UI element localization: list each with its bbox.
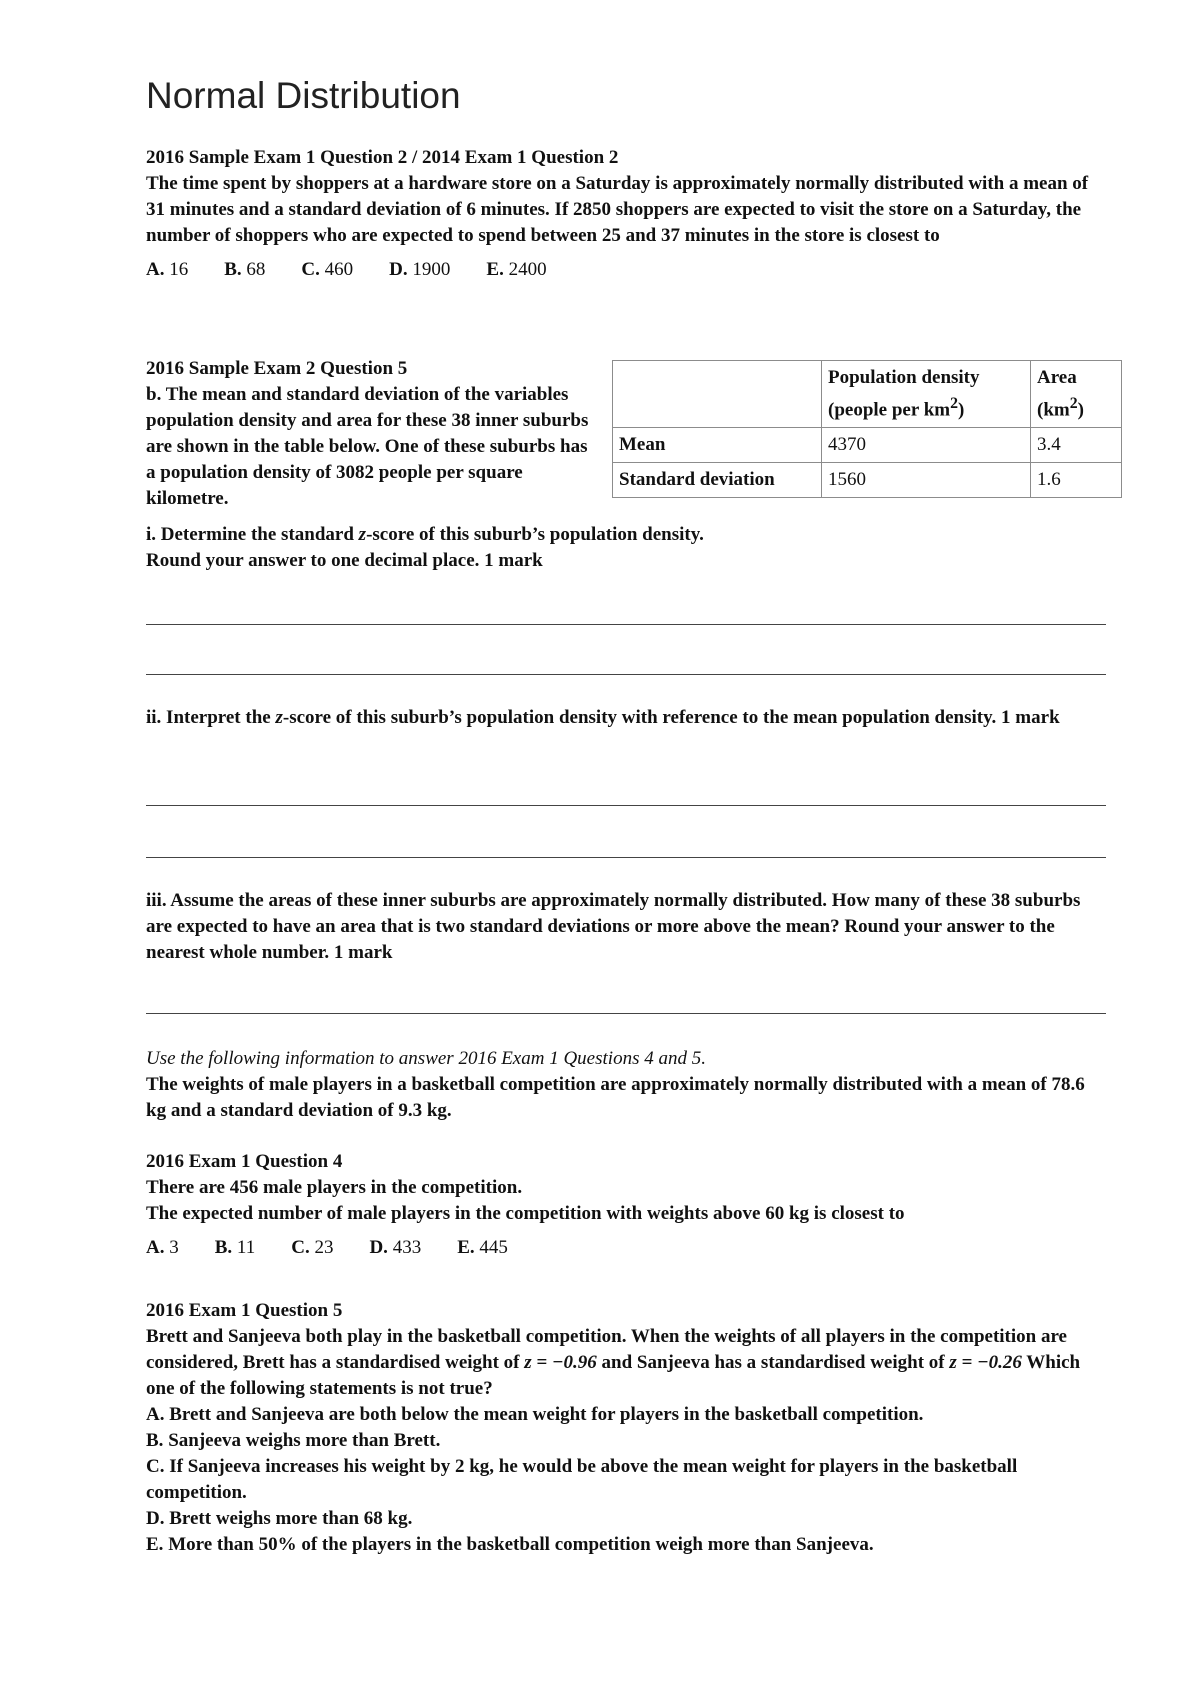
shared-information bbox=[146, 1046, 1106, 1124]
option-e[interactable]: E. More than 50% of the players in the basketball competition weigh more than Sanjeeva. bbox=[146, 1534, 874, 1555]
option-c[interactable]: C. 460 bbox=[301, 259, 354, 280]
part-i-text: i. Determine the standard z-score of this suburb’s population density. bbox=[146, 524, 704, 545]
row-label: Mean bbox=[613, 428, 822, 463]
area-cell: 1.6 bbox=[1031, 463, 1122, 498]
option-b[interactable]: B. 68 bbox=[224, 259, 266, 280]
question-5 bbox=[146, 1298, 1106, 1558]
table-header-row bbox=[613, 361, 1122, 428]
option-c[interactable]: C. If Sanjeeva increases his weight by 2 kg, he would be above the mean weight for players in the basketball competition. bbox=[146, 1456, 1018, 1503]
answer-line[interactable] bbox=[146, 857, 1106, 858]
answer-line[interactable] bbox=[146, 805, 1106, 806]
answer-options bbox=[146, 1235, 1106, 1261]
part-iii-text: iii. Assume the areas of these inner suburbs are approximately normally distributed. How many of these 38 suburbs are expected to have an area that is two standard deviations or more above the mean? Round your answer to the nearest whole number. 1 mark bbox=[146, 890, 1081, 963]
table-row bbox=[613, 463, 1122, 498]
option-d[interactable]: D. 1900 bbox=[389, 259, 451, 280]
table-row bbox=[613, 428, 1122, 463]
option-e[interactable]: E. 2400 bbox=[486, 259, 547, 280]
density-cell: 1560 bbox=[822, 463, 1031, 498]
option-a[interactable]: A. 16 bbox=[146, 259, 189, 280]
option-c[interactable]: C. 23 bbox=[291, 1237, 334, 1258]
question-text: The time spent by shoppers at a hardware store on a Saturday is approximately normally distributed with a mean of 31 minutes and a standard deviation of 6 minutes. If 2850 shoppers are expected to visit the store on a Saturday, the number of shoppers who are expected to spend between 25 and 37 minutes in the store is closest to bbox=[146, 173, 1089, 246]
option-a[interactable]: A. Brett and Sanjeeva are both below the mean weight for players in the basketball competition. bbox=[146, 1404, 924, 1425]
answer-line[interactable] bbox=[146, 674, 1106, 675]
part-i bbox=[146, 522, 1106, 574]
empty-header-cell bbox=[613, 361, 822, 428]
answer-options bbox=[146, 257, 1106, 283]
part-ii-text: ii. Interpret the z-score of this suburb’s population density with reference to the mean population density. 1 mark bbox=[146, 707, 1060, 728]
option-e[interactable]: E. 445 bbox=[457, 1237, 508, 1258]
row-label: Standard deviation bbox=[613, 463, 822, 498]
instruction-text: Use the following information to answer 2016 Exam 1 Questions 4 and 5. bbox=[146, 1048, 706, 1069]
option-d[interactable]: D. 433 bbox=[369, 1237, 422, 1258]
part-i-instruction: Round your answer to one decimal place. 1 mark bbox=[146, 550, 543, 571]
area-cell: 3.4 bbox=[1031, 428, 1122, 463]
part-iii bbox=[146, 888, 1106, 966]
answer-line[interactable] bbox=[146, 624, 1106, 625]
question-heading: 2016 Exam 1 Question 5 bbox=[146, 1300, 343, 1321]
question-heading: 2016 Exam 1 Question 4 bbox=[146, 1151, 343, 1172]
part-ii bbox=[146, 705, 1106, 731]
question-text: Brett and Sanjeeva both play in the basketball competition. When the weights of all players in the competition are considered, Brett has a standardised weight of z = −0.96 and Sanjeeva has a standardised weight of z = −0.26 Which one of the following statements is not true? bbox=[146, 1326, 1081, 1399]
question-2 bbox=[146, 356, 591, 512]
answer-line[interactable] bbox=[146, 1013, 1106, 1014]
statistics-table bbox=[612, 360, 1122, 498]
question-1 bbox=[146, 145, 1106, 283]
area-header: Area $(km^2)$ bbox=[1031, 361, 1122, 428]
information-text: The weights of male players in a basketball competition are approximately normally distributed with a mean of 78.6 kg and a standard deviation of 9.3 kg. bbox=[146, 1074, 1085, 1121]
question-text: The expected number of male players in the competition with weights above 60 kg is closest to bbox=[146, 1203, 905, 1224]
part-b-text: b. The mean and standard deviation of the variables population density and area for these 38 inner suburbs are shown in the table below. One of these suburbs has a population density of 3082 people per square kilometre. bbox=[146, 384, 589, 509]
option-b[interactable]: B. Sanjeeva weighs more than Brett. bbox=[146, 1430, 441, 1451]
question-text: There are 456 male players in the competition. bbox=[146, 1177, 523, 1198]
population-density-header: Population density (people per $km^2$) bbox=[822, 361, 1031, 428]
answer-options bbox=[146, 1402, 1106, 1558]
density-cell: 4370 bbox=[822, 428, 1031, 463]
question-heading: 2016 Sample Exam 1 Question 2 / 2014 Exam 1 Question 2 bbox=[146, 147, 619, 168]
option-d[interactable]: D. Brett weighs more than 68 kg. bbox=[146, 1508, 413, 1529]
option-a[interactable]: A. 3 bbox=[146, 1237, 179, 1258]
page-title: Normal Distribution bbox=[146, 75, 461, 116]
question-4 bbox=[146, 1149, 1106, 1261]
option-b[interactable]: B. 11 bbox=[214, 1237, 256, 1258]
question-heading: 2016 Sample Exam 2 Question 5 bbox=[146, 358, 408, 379]
